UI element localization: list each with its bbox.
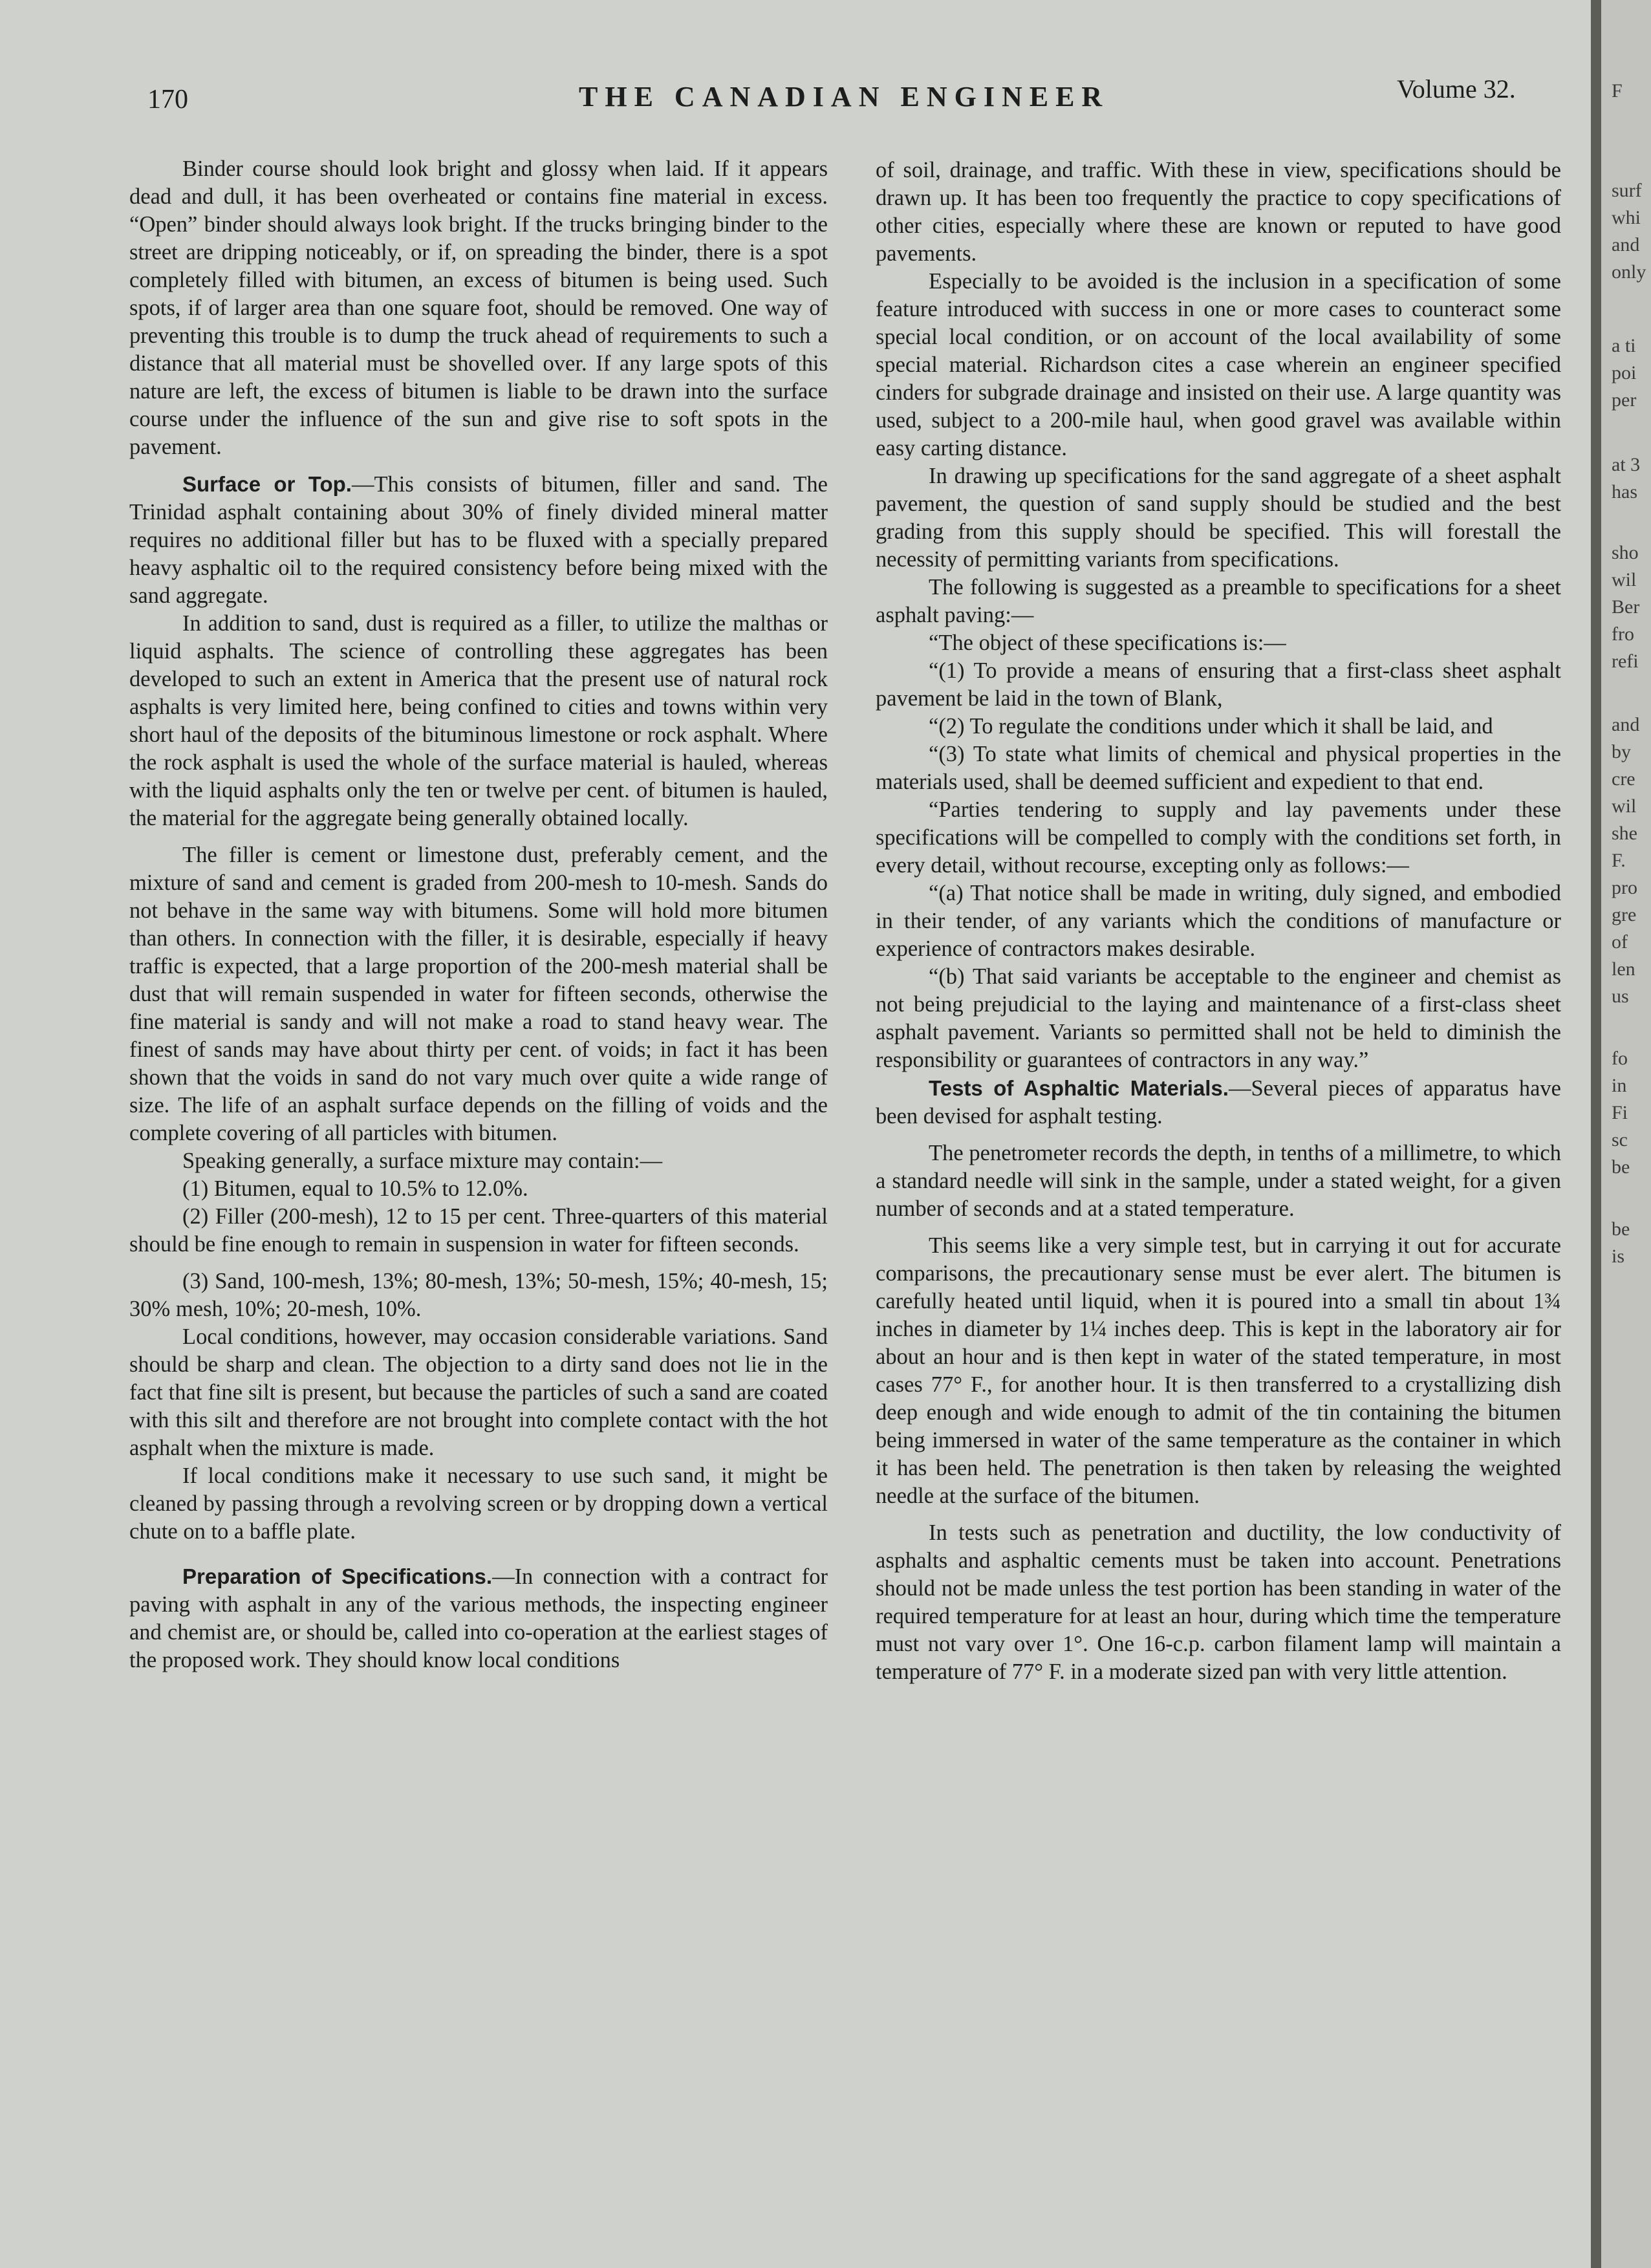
paragraph: Speaking generally, a surface mixture may contain:— (182, 1149, 663, 1173)
section-heading-surface: Surface or Top. (182, 472, 352, 496)
paragraph: If local conditions make it necessary to use such sand, it might be cleaned by passing through a revolving screen or by dropping down a vertical chute on to a baffle plate. (129, 1463, 828, 1544)
facing-page-fragment: a ti (1612, 335, 1636, 356)
paragraph: Especially to be avoided is the inclusion in a specification of some feature introduced with success in one or more cases to counteract some special local condition, or on account of the local availability of some special material. Richardson cites a case wherein an engineer specified cinders for subgrade drainage and insisted on their use. A large quantity was used, subject to a 200-mile haul, when good gravel was available within easy carting distance. (876, 269, 1561, 460)
facing-page-fragment: in (1612, 1075, 1627, 1096)
facing-page-fragment: and (1612, 714, 1640, 735)
paragraph (876, 1074, 1561, 1130)
list-item: (2) Filler (200-mesh), 12 to 15 per cent. Three-quarters of this material should be fine enough to remain in suspension in water for fifteen seconds. (129, 1204, 828, 1257)
quoted-paragraph: “(3) To state what limits of chemical and physical properties in the materials used, shall be deemed sufficient and expedient to that end. (876, 742, 1561, 794)
facing-page-fragment: is (1612, 1246, 1625, 1267)
paragraph: Local conditions, however, may occasion considerable variations. Sand should be sharp and clean. The objection to a dirty sand does not lie in the fact that fine silt is present, but because the particles of such a sand are coated with this silt and therefore are not brought into complete contact with the hot asphalt when the mixture is made. (129, 1324, 828, 1460)
paragraph: The filler is cement or limestone dust, preferably cement, and the mixture of sand and cement is graded from 200-mesh to 10-mesh. Sands do not behave in the same way with bitumens. Some will hold more bitumen than others. In connection with the filler, it is desirable, especially if heavy traffic is expected, that a large proportion of the 200-mesh material shall be dust that will remain suspended in water for fifteen seconds, otherwise the fine material is sandy and will not make a road to stand heavy wear. The finest of sands may have about thirty per cent. of voids; in fact it has been shown that the voids in sand do not vary much over quite a wide range of size. The life of an asphalt surface depends on the filling of voids and the complete covering of all particles with bitumen. (129, 843, 828, 1145)
facing-page-fragment: len (1612, 958, 1635, 980)
facing-page-fragment: refi (1612, 651, 1639, 672)
facing-page-fragment: gre (1612, 904, 1637, 925)
quoted-paragraph: “(2) To regulate the conditions under which it shall be laid, and (929, 714, 1493, 739)
quoted-paragraph: “(b) That said variants be acceptable to the engineer and chemist as not being prejudicial to the laying and maintenance of a first-class sheet asphalt pavement. Variants so permitted shall not be held to diminish the responsibility or guarantees of contractors in any way.” (876, 964, 1561, 1072)
facing-page-fragment: F (1612, 80, 1623, 102)
facing-page-fragment: be (1612, 1156, 1630, 1178)
facing-page-edge (1601, 0, 1651, 2268)
facing-page-fragment: be (1612, 1218, 1630, 1240)
paragraph: The penetrometer records the depth, in tenths of a millimetre, to which a standard needle will sink in the sample, under a stated weight, for a given number of seconds and at a stated temperature. (876, 1141, 1561, 1221)
facing-page-fragment: Fi (1612, 1102, 1628, 1123)
facing-page-fragment: per (1612, 389, 1637, 411)
paragraph: of soil, drainage, and traffic. With these in view, specifications should be drawn up. It has been too frequently the practice to copy specifications of other cities, especially where these are known or reputed to have good pavements. (876, 158, 1561, 266)
quoted-paragraph: “(a) That notice shall be made in writing, duly signed, and embodied in their tender, of any variants which the conditions of manufacture or experience of contractors makes desirable. (876, 881, 1561, 961)
list-item: (3) Sand, 100-mesh, 13%; 80-mesh, 13%; 50-mesh, 15%; 40-mesh, 15; 30% mesh, 10%; 20-mesh, 10%. (129, 1269, 828, 1321)
paragraph-text: —Several pieces of apparatus have been devised for asphalt testing. (876, 1076, 1561, 1129)
facing-page-fragment: pro (1612, 877, 1637, 898)
paragraph: Binder course should look bright and glossy when laid. If it appears dead and dull, it has been overheated or contains fine material in excess. “Open” binder should always look bright. If the trucks bringing binder to the street are dripping noticeably, or if, on spreading the binder, there is a spot completely filled with bitumen, an excess of bitumen is being used. Such spots, if of larger area than one square foot, should be removed. One way of preventing this trouble is to dump the truck ahead of requirements to such a distance that all material must be shovelled over. If any large spots of this nature are left, the excess of bitumen is liable to be drawn into the surface course under the influence of the sun and give rise to soft spots in the pavement. (129, 157, 828, 459)
paragraph: In tests such as penetration and ductility, the low conductivity of asphalts and asphaltic cements must be taken into account. Penetrations should not be made unless the test portion has been standing in water of the required temperature for at least an hour, during which time the temperature must not vary over 1°. One 16-c.p. carbon filament lamp will maintain a temperature of 77° F. in a moderate sized pan with very little attention. (876, 1520, 1561, 1684)
paragraph (129, 1562, 828, 1674)
volume-label: Volume 32. (1397, 74, 1516, 103)
quoted-paragraph: “Parties tendering to supply and lay pavements under these specifications will be compelled to comply with the conditions set forth, in every detail, without recourse, excepting only as follows:— (876, 797, 1561, 878)
paragraph (129, 470, 828, 610)
facing-page-fragment: at 3 (1612, 454, 1641, 475)
book-gutter (1591, 0, 1601, 2268)
paragraph: The following is suggested as a preamble to specifications for a sheet asphalt paving:— (876, 575, 1561, 627)
facing-page-fragment: wil (1612, 795, 1637, 817)
facing-page-fragment: F. (1612, 850, 1626, 871)
section-heading-tests: Tests of Asphaltic Materials. (929, 1076, 1229, 1100)
facing-page-fragment: sc (1612, 1129, 1628, 1150)
facing-page-fragment: poi (1612, 362, 1637, 383)
facing-page-fragment: and (1612, 234, 1640, 255)
facing-page-fragment: fo (1612, 1048, 1628, 1069)
right-column (876, 157, 1561, 1686)
facing-page-fragment: by (1612, 741, 1631, 762)
page-number: 170 (147, 85, 188, 114)
paragraph: In drawing up specifications for the sand aggregate of a sheet asphalt pavement, the question of sand supply should be studied and the best grading from this supply should be specified. This will forestall the necessity of permitting variants from specifications. (876, 464, 1561, 572)
quoted-paragraph: “The object of these specifications is:— (929, 631, 1286, 655)
facing-page-fragment: fro (1612, 623, 1634, 645)
facing-page-fragment: has (1612, 481, 1637, 502)
facing-page-fragment: whi (1612, 207, 1641, 228)
facing-page-fragment: sho (1612, 542, 1639, 563)
paragraph-text: —In connection with a contract for paving with asphalt in any of the various methods, the inspecting engineer and chemist are, or should be, called into co-operation at the earliest stages of the proposed work. They should know local conditions (129, 1564, 828, 1672)
facing-page-fragment: cre (1612, 768, 1635, 790)
facing-page-fragment: us (1612, 986, 1629, 1007)
running-head (0, 70, 1591, 114)
facing-page-fragment: of (1612, 931, 1628, 953)
paragraph: This seems like a very simple test, but in carrying it out for accurate comparisons, the precautionary sense must be ever alert. The bitumen is carefully heated until liquid, when it is poured into a small tin about 1¾ inches in diameter by 1¼ inches deep. This is kept in the laboratory air for about an hour and is then kept in water of the stated temperature, in most cases 77° F., for another hour. It is then transferred to a crystallizing dish deep enough and wide enough to admit of the tin containing the bitumen being immersed in water of the same temperature as the container in which it has been held. The penetration is then taken by releasing the weighted needle at the surface of the bitumen. (876, 1233, 1561, 1508)
facing-page-fragment: Ber (1612, 596, 1640, 618)
facing-page-fragment: surf (1612, 180, 1642, 201)
facing-page-fragment: only (1612, 261, 1646, 283)
journal-title: THE CANADIAN ENGINEER (579, 81, 1110, 113)
section-heading-preparation: Preparation of Specifications. (182, 1564, 493, 1588)
quoted-paragraph: “(1) To provide a means of ensuring that a first-class sheet asphalt pavement be laid in the town of Blank, (876, 658, 1561, 711)
list-item: (1) Bitumen, equal to 10.5% to 12.0%. (182, 1176, 528, 1201)
facing-page-fragment: wil (1612, 569, 1637, 590)
left-column (129, 155, 828, 1674)
paragraph: In addition to sand, dust is required as a filler, to utilize the malthas or liquid asphalts. The science of controlling these aggregates has been developed to such an extent in America that the present use of natural rock asphalts is very limited here, being confined to cities and towns within very short haul of the deposits of the bituminous limestone or rock asphalt. Where the rock asphalt is used the whole of the surface material is hauled, whereas with the liquid asphalts only the ten or twelve per cent. of bitumen is hauled, the material for the aggregate being generally obtained locally. (129, 611, 828, 830)
facing-page-fragment: she (1612, 823, 1637, 844)
paragraph-text: —This consists of bitumen, filler and sand. The Trinidad asphalt containing about 30% of finely divided mineral matter requires no additional filler but has to be fluxed with a specially prepared heavy asphaltic oil to the required consistency before being mixed with the sand aggregate. (129, 472, 828, 608)
